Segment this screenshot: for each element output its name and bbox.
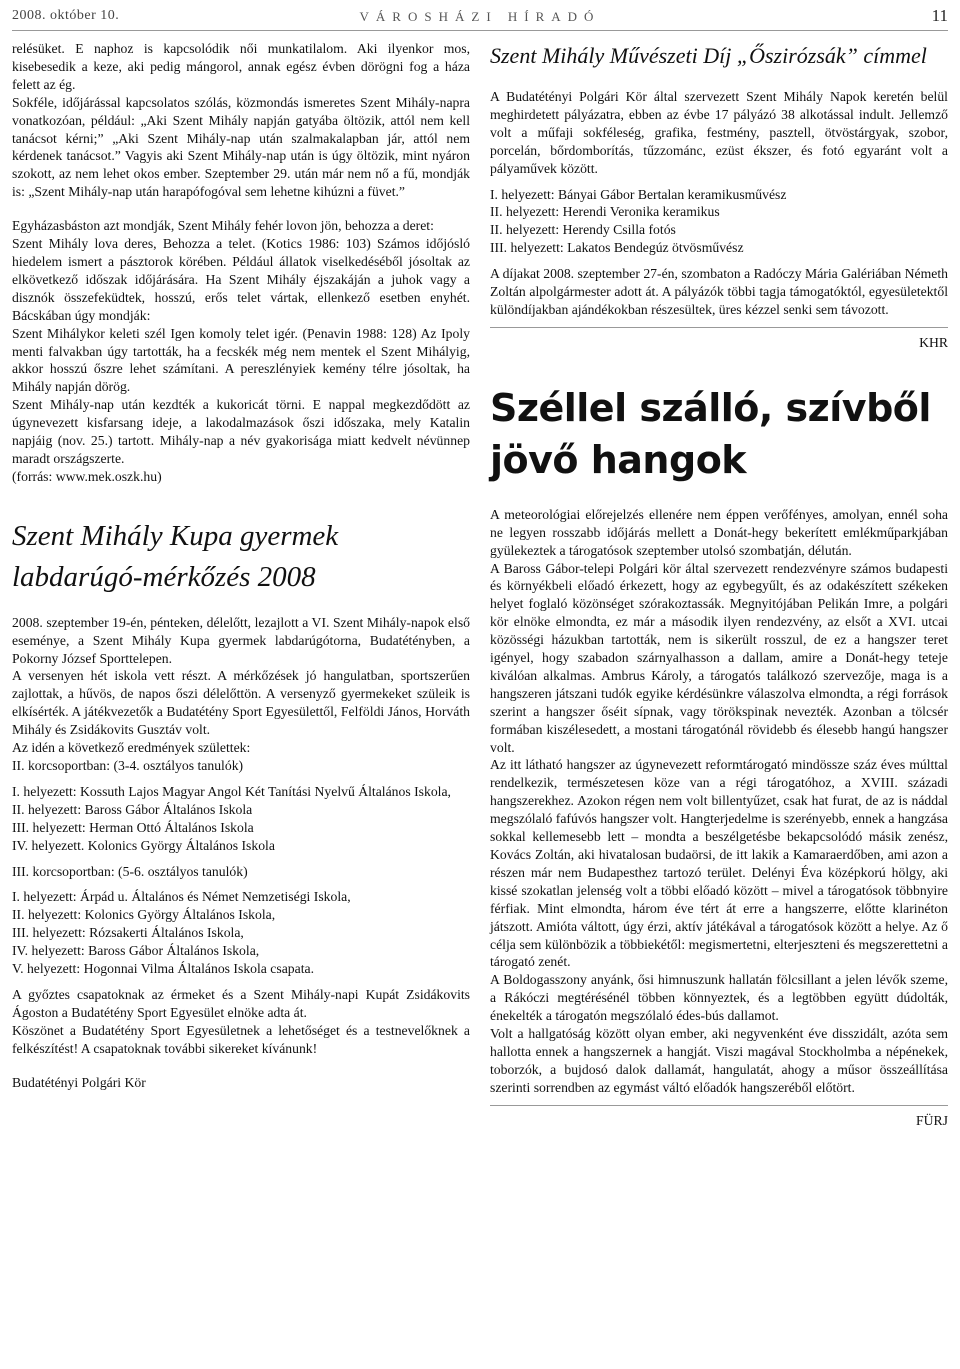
paragraph: Szent Mihály lova deres, Behozza a telet. (Kotics 1986: 103) Számos időjósló hiedelem ismert a pásztorok körében. Például állatok viselkedéséből jósoltak az elkövetkező időszak időjárására. Ha Szent Mihály éjszakáján a juhok vagy a disznók összefeküdtek, hosszú, erős telet vártak, ellenkező esetben enyhét. Bácskában úgy mondják: (12, 236, 470, 323)
paragraph: Egyházasbáston azt mondják, Szent Mihály fehér lovon jön, behozza a deret: (12, 218, 434, 234)
result-line: IV. helyezett. Kolonics György Általános Iskola (12, 837, 275, 853)
article-title: Szent Mihály Művészeti Díj „Őszirózsák” címmel (490, 43, 927, 68)
right-column (490, 40, 948, 1130)
category-heading: II. korcsoportban: (3-4. osztályos tanulók) (12, 758, 244, 773)
left-column (12, 40, 470, 1092)
header-rule (12, 30, 948, 31)
paragraph: Szent Mihálykor keleti szél Igen komoly telet igér. (Penavin 1988: 128) Az Ipoly menti falvakban úgy tartották, ha a fecskék még nem mentek el Szent Mihályig, akkor hosszú őszre lehet számítani. A pereszlényiek kemény télre jósoltak, ha Mihály napján dörög. (12, 325, 470, 395)
category-heading: III. korcsoportban: (5-6. osztályos tanulók) (12, 863, 248, 879)
award-line: II. helyezett: Herendy Csilla fotós (490, 222, 676, 238)
article-title: Szent Mihály Kupa gyermek labdarúgó-mérkőzés 2008 (12, 519, 339, 593)
signature-rule (490, 1105, 948, 1106)
paragraph: Sokféle, időjárással kapcsolatos szólás, közmondás ismeretes Szent Mihály-napra vonatkozóan, például: „Aki Szent Mihály napján gatyába öltözik, attól nem kell tanácsot kérni;” „Aki Szent Mihály-nap után szalmakalapban jár, attól nem kérdenek tanácsot.” Vagyis aki Szent Mihály-nap után is úgy öltözik, mint nyáron szokott, az nem lehet okos ember. Szeptember 29. után már nem nő a fű, mondják is: „Szent Mihály-nap után harapófogóval sem lehetne kihúzni a füvet.” (12, 94, 470, 200)
result-line: II. helyezett: Baross Gábor Általános Iskola (12, 801, 253, 817)
author-signature: FÜRJ (916, 1112, 948, 1128)
paragraph: A győztes csapatoknak az érmeket és a Szent Mihály-napi Kupát Zsidákovits Ágoston a Budatétény Sport Egyesület elnöke adta át. (12, 986, 470, 1020)
publication-name: VÁROSHÁZI HÍRADÓ (359, 9, 601, 24)
paragraph: Az itt látható hangszer az úgynevezett reformtárogató mindössze száz éves múlttal rendelkezik, természetesen köze van a régi tárogatóhoz, a XVIII. századi hangszerekhez. Azokon régen nem volt billentyűzet, csak hat furat, de az is náddal megszólaló fafúvós hangszer volt. Hangterjedelme is szerényebb, ennek a hangzása sokkal kellemesebb lett – mondta a beszélgetésbe bekapcsolódó másik zenész, Kovács Zoltán, aki hivatalosan budaörsi, de itt lakik a Kamaraerdőben, ami azon a részen már nem Budapesthez tartozó terület. Delényi Éva középkorú hölgy, aki kissé szokatlan jelenség volt a többi előadó között – mivel a tárogatósok többnyire férfiak. Mint elmondta, három éve tért át erre a hangszerre, előtte klarinéton játszott. Amióta váltott, úgy érzi, aktív játékával a tárogatósok között a helye. Az ő célja sem különbözik a többiekétől: megismertetni, elterjeszteni és megszerettetni a tárogató zenét. (490, 757, 948, 970)
result-line: III. helyezett: Herman Ottó Általános Iskola (12, 819, 254, 835)
paragraph: A Boldogasszony anyánk, ősi himnuszunk hallatán fölcsillant a jelen lévők szeme, a Rákóczi megtérésénél többen könnyeztek, és a legtöbben együtt dúdolták, énekelték a tárogatón megszólaló édes-bús dallamot. (490, 972, 948, 1024)
article-headline: Széllel szálló, szívből jövő hangok (490, 385, 931, 482)
issue-date: 2008. október 10. (12, 8, 120, 23)
paragraph: A meteorológiai előrejelzés ellenére nem éppen verőfényes, amolyan, ennél soha ne legyen rosszabb időjárás mellett a Donát-hegy bekerített emlékműparkjában gyülekeztek a tárogatósok szeptember utolsó szombatján, délután. (490, 506, 948, 558)
result-line: V. helyezett: Hogonnai Vilma Általános Iskola csapata. (12, 961, 314, 977)
award-line: III. helyezett: Lakatos Bendegúz ötvösművész (490, 240, 744, 256)
source-note: (forrás: www.mek.oszk.hu) (12, 468, 162, 484)
result-line: IV. helyezett: Baross Gábor Általános Iskola, (12, 943, 260, 959)
author-signature: KHR (919, 334, 948, 350)
award-line: II. helyezett: Herendi Veronika keramikus (490, 204, 720, 220)
paragraph: relésüket. E naphoz is kapcsolódik női munkatilalom. Aki ilyenkor mos, kisebesedik a keze, aki pedig mángorol, annak egész évben dörögni fog a háza felett az ég. (12, 41, 470, 92)
award-line: I. helyezett: Bányai Gábor Bertalan keramikusművész (490, 186, 787, 202)
paragraph: A Budatétényi Polgári Kör által szervezett Szent Mihály Napok keretén belül meghirdetett pályázatra, ebben az évbe 17 pályázó 38 alkotással indult. Jellemző volt a műfaji sokféleség, grafika, festmény, pasztell, ötvöstárgyak, szobor, porcelán, bőrdomborítás, tűzzománc, ezüst ékszer, és fotó egyaránt volt a pályaművek között. (490, 89, 948, 176)
result-line: I. helyezett: Kossuth Lajos Magyar Angol Két Tanítási Nyelvű Általános Iskola, (12, 783, 451, 799)
paragraph: Szent Mihály-nap után kezdték a kukoricát törni. E nappal megkezdődött az úgynevezett kisfarsang ideje, a lakodalmazások őszi időszaka, mely Katalin napjáig (nov. 25.) tartott. Mihály-nap a név gyakorisága miatt kedvelt névünnep maradt országszerte. (12, 397, 470, 466)
page-number: 11 (931, 6, 948, 25)
result-line: III. helyezett: Rózsakerti Általános Iskola, (12, 925, 244, 941)
page-header (12, 6, 948, 28)
paragraph: 2008. szeptember 19-én, pénteken, délelőtt, lezajlott a VI. Szent Mihály-napok első eseménye, a Szent Mihály Kupa gyermek labdarúgótorna, Budatétényben, a Pokorny József Sporttelepen. (12, 614, 470, 666)
result-line: II. helyezett: Kolonics György Általános Iskola, (12, 907, 276, 923)
paragraph: Az idén a következő eredmények születtek: (12, 740, 251, 756)
author-signature: Budatétényi Polgári Kör (12, 1074, 146, 1090)
result-line: I. helyezett: Árpád u. Általános és Német Nemzetiségi Iskola, (12, 889, 351, 905)
signature-rule (490, 327, 948, 328)
paragraph: A versenyen hét iskola vett részt. A mérkőzések jó hangulatban, sportszerűen zajlottak, a hűvös, de napos őszi délelőttön. A versenyző gyermekeket szüleik is elkísérték. A játékvezetők a Budatétény Sport Egyesülettől, Felföldi János, Horváth Mihály és Zsidákovits Gusztáv volt. (12, 668, 470, 738)
paragraph: Köszönet a Budatétény Sport Egyesületnek a lehetőséget és a testnevelőknek a felkészítést! A csapatoknak további sikereket kívánunk! (12, 1022, 470, 1056)
paragraph: A Baross Gábor-telepi Polgári kör által szervezett rendezvényre számos budapesti és környékbeli előadó érkezett, hogy az egybegyűlt, és az odakészített székeken helyet foglaló közönséget szórakoztassák. Megnyitójában Pelikán Imre, a polgári kör elnöke elmondta, ez már a második ilyen rendezvény, az elsőt a XVI. utcai közösségi házukban tartották, nem is sikerült rosszul, de ez a hangszer teret igényel, hogy szabadon szárnyalhasson a dallam, amire a Donát-hegy teteje kiválóan alkalmas. Ambrus Károly, a tárogatós találkozó szervezője, maga is a hangszeren játszani tudók egyike kérdésünkre válaszolva elmondta, a régi források szerint a hangszer őséit sípnak, vagy törökspinak nevezték. Azonban a tölcsér formában kiszélesedett, a mostani tárogatónál rövidebb és élesebb hangú hangszer volt. (490, 560, 948, 755)
paragraph: Volt a hallgatóság között olyan ember, aki negyvenként éve disszidált, azóta sem hallotta ennek a hangszernek a hangját. Viszi magával Stockholmba a népénekek, toborzók, a bujdosó dalok dallamát, hangulatát, ahogy a műsor összeállítása szerinti sorrendben az egymást váltó előadók hangszeréből előtört. (490, 1026, 948, 1095)
paragraph: A díjakat 2008. szeptember 27-én, szombaton a Radóczy Mária Galériában Németh Zoltán alpolgármester adott át. A pályázók többi tagja támogatóktól, egyesületektől különdíjakban ajándékokban részesültek, üres kézzel senki sem távozott. (490, 266, 948, 317)
